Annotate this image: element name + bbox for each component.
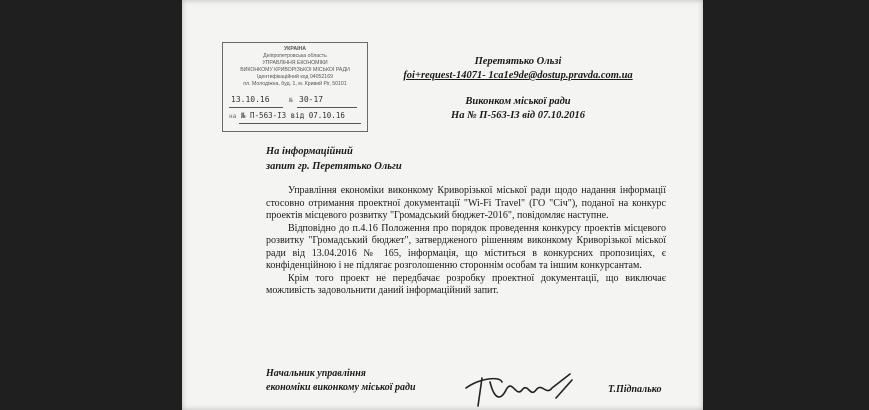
document-page	[182, 0, 703, 410]
background-left	[0, 0, 182, 410]
body-paragraph-1: Управління економіки виконкому Криворізької міської ради щодо надання інформації стосовно отримання проектної документації "Wi-Fi Travel" (ГО "Січ"), поданої на конкурс проектів місцевого розвитку "Громадський бюджет-2016", повідомляє наступне.	[266, 185, 666, 221]
stamp-line: УКРАЇНА	[283, 46, 307, 52]
addressee-email: foi+request-14071- 1ca1e9de@dostup.pravda.com.ua	[403, 70, 633, 81]
signatory-name: Т.Підпалько	[608, 384, 662, 395]
signatory-title-2: економіки виконкому міської ради	[266, 382, 416, 393]
addressee-reference: На № П-563-ІЗ від 07.10.2016	[451, 110, 585, 121]
stamp-line: ВИКОНКОМУ КРИВОРІЗЬКОЇ МІСЬКОЇ РАДИ	[240, 67, 350, 73]
stamp-line: Ідентифікаційний код 04052169	[257, 74, 333, 80]
stamp-ref-prefix: на	[229, 113, 237, 120]
stamp-ref: № П-563-ІЗ від 07.10.16	[241, 111, 345, 120]
letter-subject-line-1: На інформаційний	[266, 146, 353, 157]
stamp-date: 13.10.16	[231, 95, 270, 104]
stamp-line: Дніпропетровська область	[263, 53, 327, 59]
stamp-number-underline	[297, 107, 357, 108]
stamp-line: пл. Молодіжна, буд. 1, м. Кривий Ріг, 50101	[243, 81, 347, 87]
stamp-number-prefix: №	[289, 97, 293, 104]
addressee-org: Виконком міської ради	[465, 96, 571, 107]
letter-body	[266, 185, 666, 298]
signatory-title-1: Начальник управління	[266, 368, 366, 379]
stamp-date-underline	[229, 107, 283, 108]
stamp-ref-underline	[239, 123, 361, 124]
background-right	[703, 0, 869, 410]
registration-stamp	[222, 42, 368, 132]
stamp-number: 30-17	[299, 95, 324, 104]
letter-subject-line-2: запит гр. Перетятько Ольги	[266, 161, 402, 172]
handwritten-signature	[460, 368, 590, 410]
stamp-line: УПРАВЛІННЯ ЕКОНОМІКИ	[262, 60, 328, 66]
body-paragraph-3: Крім того проект не передбачає розробку проектної документації, що виключає можливість задовольнити даний інформаційний запит.	[266, 272, 666, 296]
addressee-name: Перетятько Ользі	[474, 56, 562, 67]
body-paragraph-2: Відповідно до п.4.16 Положення про порядок проведення конкурсу проектів місцевого розвитку "Громадський бюджет", затвердженого рішенням виконкому Криворізької міської ради від 13.04.2016 № 165, інформація, що міститься в конкурсних пропозиціях, є конфіденційною і не підлягає розголошенню стороннім особам та іншим конкурсантам.	[266, 222, 666, 271]
